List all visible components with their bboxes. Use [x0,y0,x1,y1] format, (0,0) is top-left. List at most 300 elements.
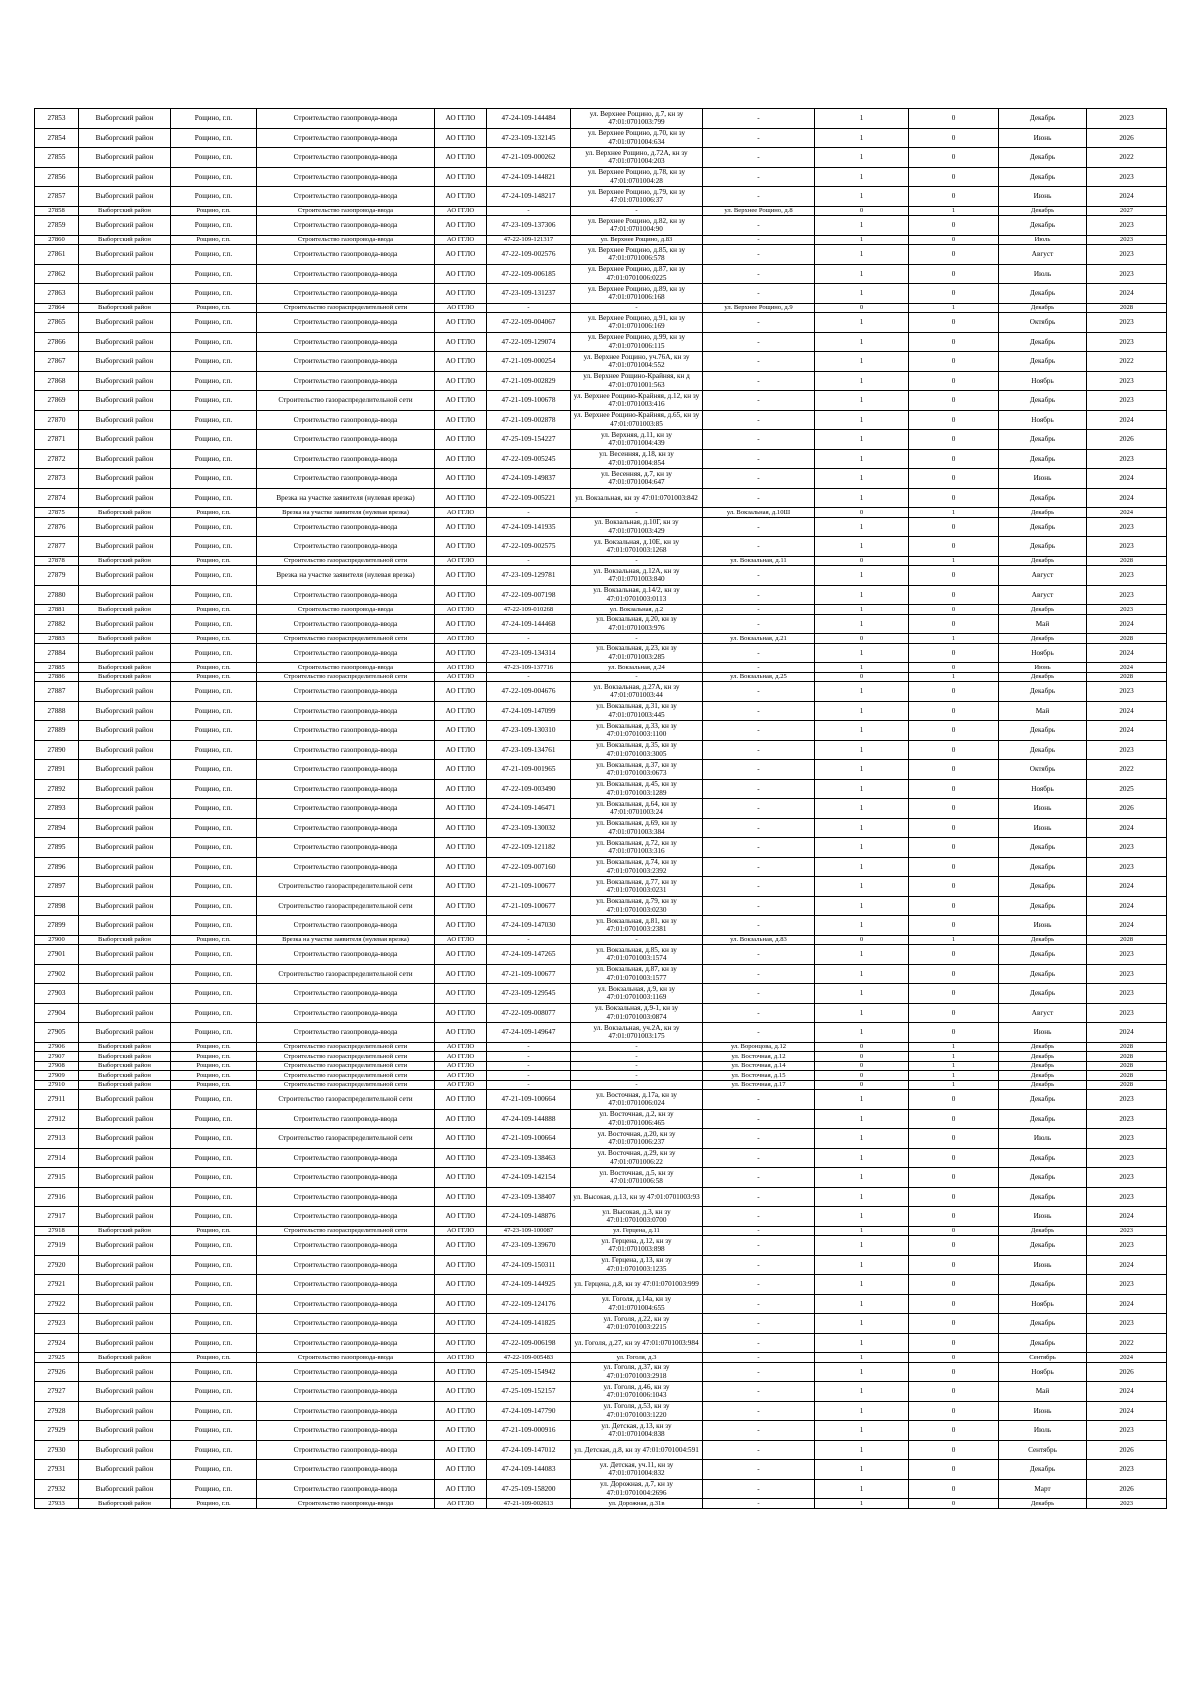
count-b-cell: 0 [909,216,999,236]
row-number: 27906 [35,1042,79,1052]
organization-cell: АО ГГЛО [435,1071,487,1081]
application-number-cell: 47-22-109-007198 [487,585,571,605]
application-number-cell: 47-21-109-100677 [487,896,571,916]
settlement-cell: Рощино, г.п. [171,109,257,129]
application-number-cell: 47-24-109-144468 [487,614,571,634]
organization-cell: АО ГГЛО [435,235,487,245]
object-address-cell: - [703,264,815,284]
settlement-cell: Рощино, г.п. [171,1362,257,1382]
district-cell: Выборгский район [79,371,171,391]
year-cell: 2024 [1087,721,1167,741]
year-cell: 2024 [1087,877,1167,897]
count-a-cell: 1 [815,1236,909,1256]
address-cadastral-cell: ул. Вокзальная, д.2 [571,605,703,615]
work-type-cell: Строительство газопровода-ввода [257,1440,435,1460]
settlement-cell: Рощино, г.п. [171,303,257,313]
object-address-cell: - [703,1090,815,1110]
year-cell: 2023 [1087,1421,1167,1441]
settlement-cell: Рощино, г.п. [171,1109,257,1129]
month-cell: Декабрь [999,721,1087,741]
row-number: 27922 [35,1294,79,1314]
address-cadastral-cell: ул. Дорожная, д.31в [571,1499,703,1509]
address-cadastral-cell: ул. Верхняя, д.11, кн зу 47:01:0701004:439 [571,430,703,450]
table-row [35,1207,1167,1227]
district-cell: Выборгский район [79,1187,171,1207]
count-a-cell: 1 [815,332,909,352]
settlement-cell: Рощино, г.п. [171,1382,257,1402]
work-type-cell: Строительство газопровода-ввода [257,1401,435,1421]
count-b-cell: 0 [909,896,999,916]
row-number: 27886 [35,672,79,682]
district-cell: Выборгский район [79,1333,171,1353]
address-cadastral-cell: ул. Весенняя, д.7, кн зу 47:01:0701004:647 [571,469,703,489]
district-cell: Выборгский район [79,1479,171,1499]
object-address-cell: - [703,945,815,965]
application-number-cell: 47-23-109-131237 [487,284,571,304]
object-address-cell: - [703,1421,815,1441]
work-type-cell: Строительство газопровода-ввода [257,1353,435,1363]
row-number: 27911 [35,1090,79,1110]
application-number-cell: 47-22-109-010268 [487,605,571,615]
application-number-cell: 47-24-109-148876 [487,1207,571,1227]
application-number-cell: 47-24-109-144821 [487,167,571,187]
year-cell: 2024 [1087,410,1167,430]
application-number-cell: 47-22-109-005245 [487,449,571,469]
year-cell: 2024 [1087,1023,1167,1043]
count-a-cell: 0 [815,672,909,682]
work-type-cell: Строительство газораспределительной сети [257,634,435,644]
application-number-cell: 47-22-109-121182 [487,838,571,858]
row-number: 27870 [35,410,79,430]
settlement-cell: Рощино, г.п. [171,1129,257,1149]
table-row [35,984,1167,1004]
row-number: 27929 [35,1421,79,1441]
month-cell: Ноябрь [999,1362,1087,1382]
count-a-cell: 1 [815,1294,909,1314]
work-type-cell: Строительство газораспределительной сети [257,1090,435,1110]
district-cell: Выборгский район [79,740,171,760]
organization-cell: АО ГГЛО [435,508,487,518]
table-row [35,332,1167,352]
settlement-cell: Рощино, г.п. [171,245,257,265]
count-a-cell: 1 [815,1129,909,1149]
organization-cell: АО ГГЛО [435,945,487,965]
month-cell: Декабрь [999,1333,1087,1353]
object-address-cell: - [703,1109,815,1129]
month-cell: Декабрь [999,605,1087,615]
organization-cell: АО ГГЛО [435,449,487,469]
count-b-cell: 0 [909,1255,999,1275]
object-address-cell: - [703,410,815,430]
table-row [35,352,1167,372]
work-type-cell: Строительство газопровода-ввода [257,984,435,1004]
month-cell: Май [999,1382,1087,1402]
application-number-cell: 47-23-109-138463 [487,1148,571,1168]
year-cell: 2023 [1087,1314,1167,1334]
count-a-cell: 1 [815,1275,909,1295]
address-cadastral-cell: ул. Верхнее Рощино, д.83 [571,235,703,245]
table-row [35,1187,1167,1207]
count-b-cell: 0 [909,449,999,469]
district-cell: Выборгский район [79,109,171,129]
application-number-cell: - [487,935,571,945]
month-cell: Июнь [999,1023,1087,1043]
address-cadastral-cell: ул. Восточная, д.5, кн зу 47:01:0701006:58 [571,1168,703,1188]
row-number: 27889 [35,721,79,741]
application-number-cell: 47-24-109-146471 [487,799,571,819]
count-b-cell: 0 [909,1382,999,1402]
count-a-cell: 1 [815,1109,909,1129]
table-row [35,1236,1167,1256]
object-address-cell: - [703,682,815,702]
application-number-cell: 47-21-109-000916 [487,1421,571,1441]
count-a-cell: 1 [815,517,909,537]
application-number-cell: 47-23-109-129781 [487,566,571,586]
year-cell: 2023 [1087,371,1167,391]
row-number: 27928 [35,1401,79,1421]
address-cadastral-cell: ул. Восточная, д.29, кн зу 47:01:0701006:22 [571,1148,703,1168]
application-number-cell: 47-21-109-100664 [487,1090,571,1110]
count-b-cell: 1 [909,935,999,945]
year-cell: 2028 [1087,935,1167,945]
month-cell: Декабрь [999,1090,1087,1110]
table-row [35,605,1167,615]
row-number: 27879 [35,566,79,586]
organization-cell: АО ГГЛО [435,1090,487,1110]
month-cell: Август [999,585,1087,605]
month-cell: Сентябрь [999,1353,1087,1363]
count-b-cell: 0 [909,1148,999,1168]
organization-cell: АО ГГЛО [435,1187,487,1207]
count-a-cell: 1 [815,857,909,877]
organization-cell: АО ГГЛО [435,614,487,634]
work-type-cell: Строительство газопровода-ввода [257,128,435,148]
table-row [35,430,1167,450]
count-a-cell: 1 [815,740,909,760]
year-cell: 2022 [1087,1333,1167,1353]
address-cadastral-cell: ул. Восточная, д.2, кн зу 47:01:0701006:465 [571,1109,703,1129]
year-cell: 2023 [1087,1275,1167,1295]
count-a-cell: 1 [815,605,909,615]
work-type-cell: Строительство газопровода-ввода [257,264,435,284]
table-row [35,303,1167,313]
work-type-cell: Строительство газопровода-ввода [257,1460,435,1480]
organization-cell: АО ГГЛО [435,672,487,682]
district-cell: Выборгский район [79,517,171,537]
district-cell: Выборгский район [79,672,171,682]
month-cell: Июнь [999,1255,1087,1275]
application-number-cell: 47-23-109-129545 [487,984,571,1004]
address-cadastral-cell: ул. Верхнее Рощино, д.87, кн зу 47:01:0701006:0225 [571,264,703,284]
object-address-cell: - [703,517,815,537]
count-b-cell: 0 [909,264,999,284]
month-cell: Декабрь [999,303,1087,313]
row-number: 27919 [35,1236,79,1256]
organization-cell: АО ГГЛО [435,605,487,615]
object-address-cell: - [703,964,815,984]
application-number-cell: - [487,634,571,644]
count-b-cell: 0 [909,877,999,897]
count-a-cell: 1 [815,566,909,586]
settlement-cell: Рощино, г.п. [171,1333,257,1353]
year-cell: 2028 [1087,303,1167,313]
application-number-cell: 47-24-109-147030 [487,916,571,936]
count-a-cell: 1 [815,1207,909,1227]
row-number: 27925 [35,1353,79,1363]
settlement-cell: Рощино, г.п. [171,760,257,780]
row-number: 27924 [35,1333,79,1353]
work-type-cell: Строительство газопровода-ввода [257,1255,435,1275]
row-number: 27881 [35,605,79,615]
table-row [35,235,1167,245]
object-address-cell: - [703,1226,815,1236]
settlement-cell: Рощино, г.п. [171,1314,257,1334]
year-cell: 2023 [1087,740,1167,760]
count-a-cell: 1 [815,187,909,207]
address-cadastral-cell: ул. Вокзальная, кн зу 47:01:0701003:842 [571,488,703,508]
settlement-cell: Рощино, г.п. [171,896,257,916]
count-a-cell: 1 [815,984,909,1004]
application-number-cell: 47-21-109-100677 [487,964,571,984]
work-type-cell: Строительство газопровода-ввода [257,1109,435,1129]
month-cell: Декабрь [999,1168,1087,1188]
organization-cell: АО ГГЛО [435,303,487,313]
table-row [35,799,1167,819]
organization-cell: АО ГГЛО [435,935,487,945]
work-type-cell: Строительство газопровода-ввода [257,109,435,129]
month-cell: Декабрь [999,1061,1087,1071]
object-address-cell: - [703,1362,815,1382]
district-cell: Выборгский район [79,128,171,148]
month-cell: Декабрь [999,634,1087,644]
table-row [35,1499,1167,1509]
address-cadastral-cell: ул. Вокзальная, д.77, кн зу 47:01:0701003:0231 [571,877,703,897]
year-cell: 2022 [1087,148,1167,168]
row-number: 27859 [35,216,79,236]
count-a-cell: 1 [815,818,909,838]
settlement-cell: Рощино, г.п. [171,1236,257,1256]
district-cell: Выборгский район [79,1023,171,1043]
address-cadastral-cell: ул. Верхнее Рощино-Крайняя, кн д 47:01:0701001:563 [571,371,703,391]
object-address-cell: ул. Восточная, д.12 [703,1052,815,1062]
application-number-cell: 47-24-109-147265 [487,945,571,965]
year-cell: 2024 [1087,643,1167,663]
object-address-cell: ул. Вокзальная, д.11 [703,556,815,566]
settlement-cell: Рощино, г.п. [171,167,257,187]
table-row [35,109,1167,129]
application-number-cell: 47-24-109-147012 [487,1440,571,1460]
district-cell: Выборгский район [79,1226,171,1236]
organization-cell: АО ГГЛО [435,1255,487,1275]
table-row [35,1148,1167,1168]
application-number-cell: 47-24-109-147099 [487,701,571,721]
table-row [35,1353,1167,1363]
count-b-cell: 0 [909,517,999,537]
month-cell: Ноябрь [999,1294,1087,1314]
object-address-cell: - [703,779,815,799]
work-type-cell: Строительство газопровода-ввода [257,469,435,489]
year-cell: 2023 [1087,245,1167,265]
settlement-cell: Рощино, г.п. [171,1226,257,1236]
settlement-cell: Рощино, г.п. [171,779,257,799]
row-number: 27895 [35,838,79,858]
application-number-cell: 47-22-109-002576 [487,245,571,265]
organization-cell: АО ГГЛО [435,1499,487,1509]
row-number: 27897 [35,877,79,897]
count-a-cell: 1 [815,469,909,489]
count-a-cell: 1 [815,352,909,372]
table-row [35,517,1167,537]
count-a-cell: 1 [815,1440,909,1460]
month-cell: Декабрь [999,148,1087,168]
application-number-cell: 47-22-109-004067 [487,313,571,333]
district-cell: Выборгский район [79,857,171,877]
work-type-cell: Строительство газопровода-ввода [257,410,435,430]
row-number: 27875 [35,508,79,518]
row-number: 27914 [35,1148,79,1168]
district-cell: Выборгский район [79,585,171,605]
count-b-cell: 0 [909,1187,999,1207]
count-b-cell: 0 [909,1421,999,1441]
month-cell: Декабрь [999,1052,1087,1062]
object-address-cell: - [703,877,815,897]
year-cell: 2023 [1087,945,1167,965]
work-type-cell: Строительство газопровода-ввода [257,449,435,469]
object-address-cell: - [703,857,815,877]
year-cell: 2028 [1087,1080,1167,1090]
settlement-cell: Рощино, г.п. [171,1071,257,1081]
address-cadastral-cell: ул. Герцена, д.12, кн зу 47:01:0701003:898 [571,1236,703,1256]
address-cadastral-cell: ул. Верхнее Рощино, д.89, кн зу 47:01:0701006:168 [571,284,703,304]
count-a-cell: 1 [815,1499,909,1509]
count-b-cell: 1 [909,1071,999,1081]
row-number: 27867 [35,352,79,372]
count-a-cell: 1 [815,371,909,391]
month-cell: Июнь [999,1401,1087,1421]
table-row [35,1382,1167,1402]
year-cell: 2025 [1087,779,1167,799]
object-address-cell: - [703,1207,815,1227]
district-cell: Выборгский район [79,537,171,557]
address-cadastral-cell: ул. Вокзальная, д.69, кн зу 47:01:0701003:384 [571,818,703,838]
settlement-cell: Рощино, г.п. [171,371,257,391]
count-b-cell: 0 [909,469,999,489]
row-number: 27884 [35,643,79,663]
month-cell: Июль [999,1421,1087,1441]
object-address-cell: - [703,1275,815,1295]
count-b-cell: 0 [909,128,999,148]
row-number: 27927 [35,1382,79,1402]
settlement-cell: Рощино, г.п. [171,818,257,838]
application-number-cell: 47-23-109-134761 [487,740,571,760]
settlement-cell: Рощино, г.п. [171,1187,257,1207]
work-type-cell: Строительство газопровода-ввода [257,1168,435,1188]
object-address-cell: - [703,109,815,129]
work-type-cell: Строительство газопровода-ввода [257,585,435,605]
address-cadastral-cell: ул. Верхнее Рощино, д.78, кн зу 47:01:0701004:28 [571,167,703,187]
settlement-cell: Рощино, г.п. [171,605,257,615]
month-cell: Август [999,245,1087,265]
organization-cell: АО ГГЛО [435,1003,487,1023]
count-b-cell: 0 [909,1226,999,1236]
count-a-cell: 1 [815,701,909,721]
count-a-cell: 1 [815,877,909,897]
district-cell: Выборгский район [79,935,171,945]
district-cell: Выборгский район [79,187,171,207]
month-cell: Июль [999,1129,1087,1149]
application-number-cell: 47-22-109-129074 [487,332,571,352]
count-b-cell: 0 [909,585,999,605]
table-row [35,585,1167,605]
address-cadastral-cell: ул. Детская, уч.11, кн зу 47:01:0701004:832 [571,1460,703,1480]
row-number: 27921 [35,1275,79,1295]
count-a-cell: 0 [815,1080,909,1090]
month-cell: Декабрь [999,857,1087,877]
object-address-cell: ул. Воронцова, д.12 [703,1042,815,1052]
table-row [35,1042,1167,1052]
object-address-cell: - [703,1255,815,1275]
month-cell: Декабрь [999,877,1087,897]
object-address-cell: - [703,1479,815,1499]
address-cadastral-cell: ул. Герцена, д.8, кн зу 47:01:0701003:999 [571,1275,703,1295]
year-cell: 2028 [1087,1071,1167,1081]
settlement-cell: Рощино, г.п. [171,488,257,508]
district-cell: Выборгский район [79,1061,171,1071]
count-b-cell: 0 [909,1440,999,1460]
count-a-cell: 0 [815,634,909,644]
organization-cell: АО ГГЛО [435,517,487,537]
district-cell: Выборгский район [79,332,171,352]
count-a-cell: 1 [815,1353,909,1363]
year-cell: 2028 [1087,1061,1167,1071]
district-cell: Выборгский район [79,721,171,741]
organization-cell: АО ГГЛО [435,1333,487,1353]
table-row [35,410,1167,430]
district-cell: Выборгский район [79,1421,171,1441]
table-row [35,371,1167,391]
organization-cell: АО ГГЛО [435,799,487,819]
row-number: 27896 [35,857,79,877]
organization-cell: АО ГГЛО [435,313,487,333]
work-type-cell: Строительство газораспределительной сети [257,1071,435,1081]
row-number: 27857 [35,187,79,207]
table-row [35,779,1167,799]
month-cell: Март [999,1479,1087,1499]
organization-cell: АО ГГЛО [435,1109,487,1129]
work-type-cell: Строительство газораспределительной сети [257,303,435,313]
address-cadastral-cell: ул. Верхнее Рощино, д.99, кн зу 47:01:0701006:115 [571,332,703,352]
count-b-cell: 1 [909,672,999,682]
organization-cell: АО ГГЛО [435,430,487,450]
organization-cell: АО ГГЛО [435,1023,487,1043]
year-cell: 2023 [1087,1129,1167,1149]
object-address-cell: - [703,187,815,207]
work-type-cell: Строительство газопровода-ввода [257,663,435,673]
application-number-cell: - [487,303,571,313]
application-number-cell: 47-23-109-139670 [487,1236,571,1256]
address-cadastral-cell: - [571,206,703,216]
count-b-cell: 1 [909,634,999,644]
count-a-cell: 0 [815,556,909,566]
count-b-cell: 1 [909,1080,999,1090]
address-cadastral-cell: ул. Вокзальная, д.10Г, кн зу 47:01:0701003:429 [571,517,703,537]
application-number-cell: 47-22-109-006185 [487,264,571,284]
settlement-cell: Рощино, г.п. [171,984,257,1004]
work-type-cell: Строительство газопровода-ввода [257,1275,435,1295]
district-cell: Выборгский район [79,313,171,333]
object-address-cell: - [703,838,815,858]
year-cell: 2023 [1087,109,1167,129]
